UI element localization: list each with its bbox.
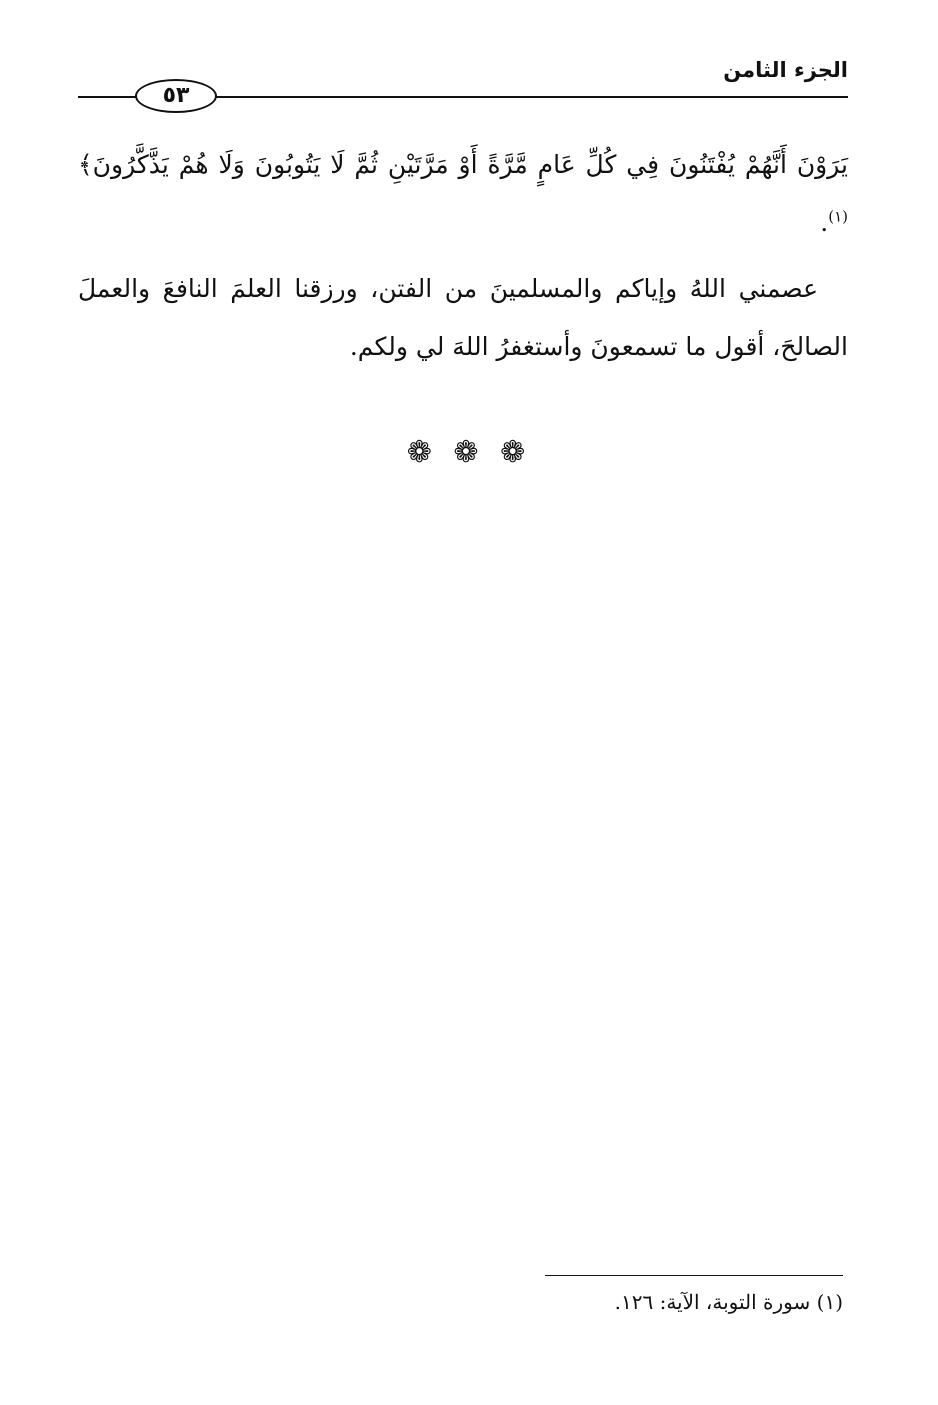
page-number: ٥٣ [162, 83, 190, 108]
footnote-reference: (١) [828, 207, 848, 226]
page-number-oval [135, 79, 217, 113]
flower-separator-icon: ❁ ❁ ❁ [406, 435, 532, 470]
footnote: (١) سورة التوبة، الآية: ١٢٦. [614, 1290, 843, 1314]
footnote-rule [545, 1275, 843, 1276]
running-title: الجزء الثامن [723, 58, 848, 82]
page-header [78, 56, 848, 118]
supplication-paragraph: عصمني اللهُ وإياكم والمسلمينَ من الفتن، ورزقنا العلمَ النافعَ والعملَ الصالحَ، أقول ما تسمعونَ وأستغفرُ اللهَ لي ولكم. [78, 274, 848, 361]
verse-end: . [820, 208, 829, 237]
quran-verse [78, 136, 848, 252]
body-text [78, 136, 848, 376]
verse-text: يَرَوْنَ أَنَّهُمْ يُفْتَنُونَ فِي كُلِّ عَامٍ مَّرَّةً أَوْ مَرَّتَيْنِ ثُمَّ لَا يَتُوبُونَ وَلَا هُمْ يَذَّكَّرُونَ﴾ [78, 150, 848, 179]
